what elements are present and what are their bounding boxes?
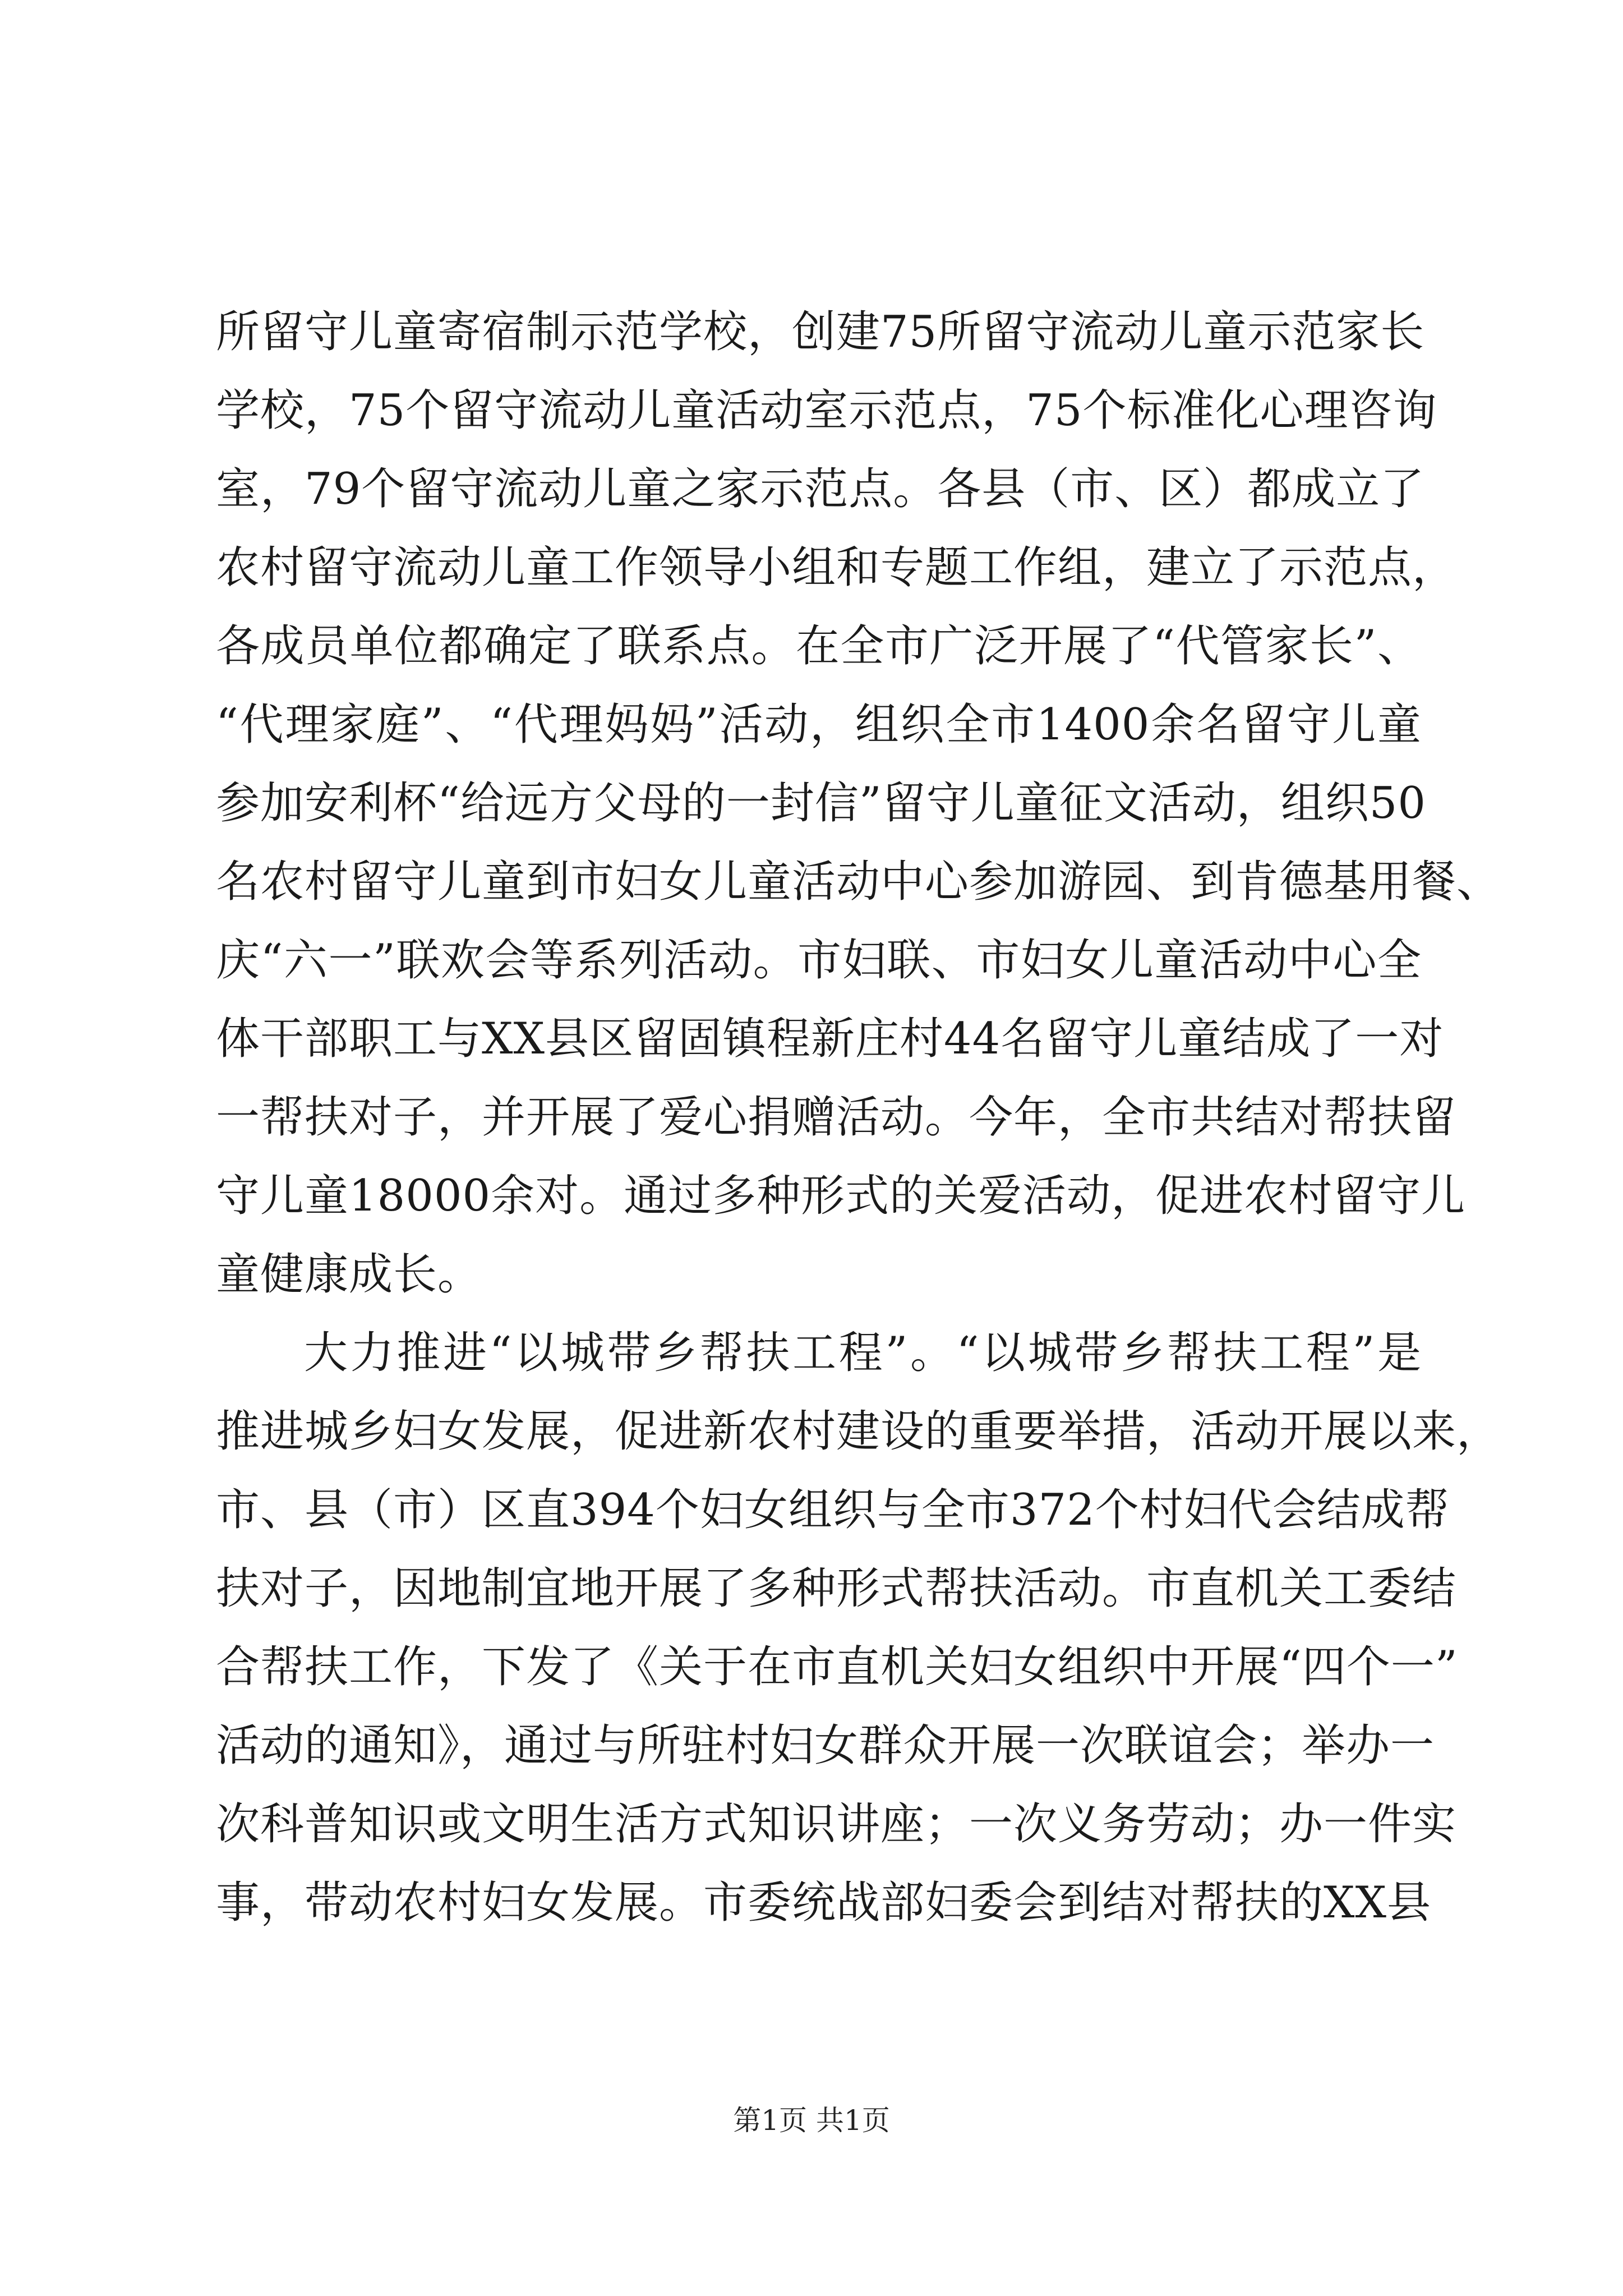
text-line: 推进城乡妇女发展，促进新农村建设的重要举措，活动开展以来， [216, 1406, 1501, 1457]
text-line: 名农村留守儿童到市妇女儿童活动中心参加游园、到肯德基用餐、 [216, 857, 1501, 907]
text-line: 大力推进“以城带乡帮扶工程”。“以城带乡帮扶工程”是 [304, 1328, 1422, 1378]
text-line: 参加安利杯“给远方父母的一封信”留守儿童征文活动，组织50 [216, 778, 1427, 829]
text-line: 各成员单位都确定了联系点。在全市广泛开展了“代管家长”、 [216, 621, 1422, 671]
text-line: 学校，75个留守流动儿童活动室示范点，75个标准化心理咨询 [216, 385, 1437, 436]
text-line: 体干部职工与XX县区留固镇程新庄村44名留守儿童结成了一对 [216, 1014, 1444, 1064]
paragraph-1 [216, 293, 1501, 1314]
text-line: 扶对子，因地制宜地开展了多种形式帮扶活动。市直机关工委结 [216, 1563, 1457, 1614]
text-line: 活动的通知》，通过与所驻村妇女群众开展一次联谊会；举办一 [216, 1720, 1435, 1771]
text-line: 合帮扶工作，下发了《关于在市直机关妇女组织中开展“四个一” [216, 1642, 1458, 1692]
text-line: 室，79个留守流动儿童之家示范点。各县（市、区）都成立了 [216, 464, 1425, 514]
text-line: 童健康成长。 [216, 1249, 482, 1300]
text-line: 所留守儿童寄宿制示范学校，创建75所留守流动儿童示范家长 [216, 307, 1425, 357]
text-line: “代理家庭”、“代理妈妈”活动，组织全市1400余名留守儿童 [216, 700, 1422, 750]
text-line: 农村留守流动儿童工作领导小组和专题工作组，建立了示范点， [216, 542, 1457, 593]
text-line: 次科普知识或文明生活方式知识讲座；一次义务劳动；办一件实 [216, 1799, 1457, 1849]
document-body [216, 293, 1501, 1942]
text-line: 一帮扶对子，并开展了爱心捐赠活动。今年，全市共结对帮扶留 [216, 1092, 1457, 1143]
text-line: 市、县（市）区直394个妇女组织与全市372个村妇代会结成帮 [216, 1485, 1450, 1535]
paragraph-2 [216, 1314, 1501, 1942]
page-number-footer: 第1页 共1页 [733, 2104, 890, 2137]
text-line: 守儿童18000余对。通过多种形式的关爱活动，促进农村留守儿 [216, 1171, 1466, 1221]
text-line: 事，带动农村妇女发展。市委统战部妇委会到结对帮扶的XX县 [216, 1878, 1432, 1928]
text-line: 庆“六一”联欢会等系列活动。市妇联、市妇女儿童活动中心全 [216, 935, 1422, 986]
